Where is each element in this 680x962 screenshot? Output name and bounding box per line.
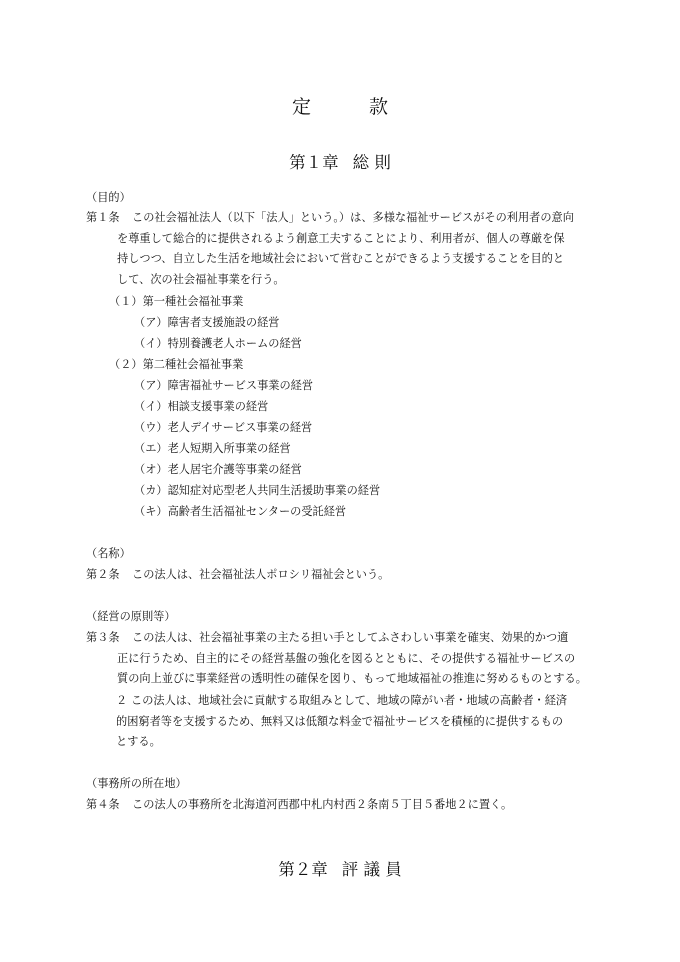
article-3-line-1: 第３条 この法人は、社会福祉事業の主たる担い手としてふさわしい事業を確実、効果的かつ適 — [86, 628, 606, 649]
article-2-text: この法人は、社会福祉法人ポロシリ福祉会という。 — [132, 568, 390, 581]
article-1-group-2-item: （イ）相談支援事業の経営 — [134, 400, 269, 413]
title-right-char: 款 — [369, 96, 389, 118]
article-2-caption: （名称） — [86, 547, 131, 560]
title-left-char: 定 — [291, 96, 311, 118]
article-4-text: この法人の事務所を北海道河西郡中札内村西２条南５丁目５番地２に置く。 — [132, 798, 513, 811]
article-4-number: 第４条 — [86, 798, 120, 811]
article-3-paragraph-2-line-2: 的困窮者等を支援するため、無料又は低額な料金で福祉サービスを積極的に提供するもの — [116, 714, 564, 728]
article-3-paragraph-2: ２ この法人は、地域社会に貢献する取組みとして、地域の障がい者・地域の高齢者・経済 的困窮者等を支援するため、無料又は低額な料金で福祉サービスを積極的に提供するもの とする。 — [116, 691, 616, 753]
article-1-group-2-item: （ウ）老人デイサービス事業の経営 — [134, 421, 313, 434]
article-3-line-2: 正に行うため、自主的にその経営基盤の強化を図るとともに、その提供する福祉サービスの — [117, 651, 576, 665]
chapter-2-number: 第２章 — [278, 860, 328, 879]
article-1-group-2-item: （キ）高齢者生活福祉センターの受託経営 — [134, 505, 347, 518]
chapter-1-name: 総 則 — [352, 153, 391, 172]
article-1-caption: （目的） — [86, 191, 131, 204]
article-3-paragraph-2-line-3: とする。 — [116, 735, 161, 749]
article-1-group-2-item: （カ）認知症対応型老人共同生活援助事業の経営 — [134, 484, 381, 497]
article-1-group-1-item: （イ）特別養護老人ホームの経営 — [134, 337, 302, 350]
article-1-group-2-label: （２）第二種社会福祉事業 — [109, 358, 244, 371]
article-4 — [86, 795, 606, 816]
article-1-line-1: 第１条 この社会福祉法人（以下「法人」という。）は、多様な福祉サービスがその利用者の意向 — [86, 208, 606, 229]
paragraph-number: ２ — [116, 694, 128, 707]
article-1-group-1-item: （ア）障害者支援施設の経営 — [134, 316, 280, 329]
article-3-caption: （経営の原則等） — [86, 610, 176, 623]
article-1-line-2: を尊重して総合的に提供されるよう創意工夫することにより、利用者が、個人の尊厳を保 — [117, 231, 565, 245]
article-1-group-1-label: （１）第一種社会福祉事業 — [109, 295, 244, 308]
chapter-2-name: 評 議 員 — [341, 860, 402, 879]
article-1-group-2-item: （オ）老人居宅介護等事業の経営 — [134, 463, 302, 476]
article-4-caption: （事務所の所在地） — [86, 777, 187, 790]
article-1 — [86, 208, 606, 291]
article-3-number: 第３条 — [86, 631, 120, 644]
chapter-1-heading — [0, 149, 680, 173]
article-3 — [86, 628, 606, 690]
article-2 — [86, 565, 606, 586]
article-1-number: 第１条 — [86, 211, 120, 224]
article-3-line-3: 質の向上並びに事業経営の透明性の確保を図り、もって地域福祉の推進に努めるものとする。 — [117, 672, 587, 686]
document-title — [0, 92, 680, 119]
article-1-line-3: 持しつつ、自立した生活を地域社会において営むことができるよう支援することを目的と — [117, 252, 565, 266]
article-1-line-4: して、次の社会福祉事業を行う。 — [117, 273, 285, 287]
chapter-1-number: 第１章 — [289, 153, 339, 172]
article-1-group-2-item: （エ）老人短期入所事業の経営 — [134, 442, 291, 455]
article-1-group-2-item: （ア）障害福祉サービス事業の経営 — [134, 379, 314, 392]
article-2-number: 第２条 — [86, 568, 120, 581]
chapter-2-heading — [0, 856, 680, 880]
